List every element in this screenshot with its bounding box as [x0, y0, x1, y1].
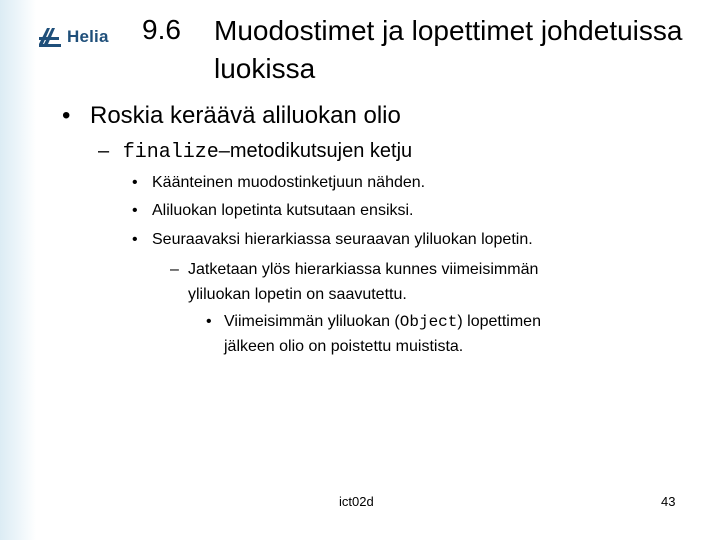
bullet-dot: •	[62, 102, 71, 129]
bullet-dot: •	[132, 231, 138, 248]
sub2-line1: Jatketaan ylös hierarkiassa kunnes viimeisimmän	[188, 261, 539, 278]
sub3-prefix: Viimeisimmän yliluokan (	[224, 313, 400, 330]
bullet-level1	[62, 100, 401, 132]
slide-number-title: 9.6	[142, 14, 181, 45]
helia-logo	[37, 24, 109, 50]
page-number: 43	[661, 494, 676, 509]
point-item	[132, 229, 138, 251]
bullet-dot: •	[132, 174, 138, 191]
point-text: Aliluokan lopetinta kutsutaan ensiksi.	[152, 202, 414, 219]
point-text: Seuraavaksi hierarkiassa seuraavan yliluokan lopetin.	[152, 231, 533, 248]
sub3-line2: jälkeen olio on poistettu muistista.	[224, 338, 464, 355]
point-text: Käänteinen muodostinketjuun nähden.	[152, 174, 426, 191]
logo-text: Helia	[67, 27, 109, 46]
sub-bullet-finalize	[98, 137, 412, 167]
helia-logo-icon	[37, 26, 63, 48]
sub-bullet-text: –metodikutsujen ketju	[218, 140, 413, 162]
bullet-text: Roskia keräävä aliluokan olio	[90, 102, 401, 129]
code-object: Object	[399, 313, 458, 331]
bullet-dot: •	[132, 202, 138, 219]
point-item	[132, 200, 138, 222]
dash-marker: –	[98, 140, 110, 162]
sub2-line2: yliluokan lopetin on saavutettu.	[188, 286, 407, 303]
point-item	[132, 172, 138, 194]
code-finalize: finalize	[122, 141, 219, 164]
footer-course-code: ict02d	[339, 494, 374, 509]
sub3-suffix: ) lopettimen	[457, 313, 541, 330]
slide-title: Muodostimet ja lopettimet johdetuissa luokissa	[214, 15, 683, 84]
sub3-line1	[224, 311, 541, 333]
bullet-dot: •	[206, 313, 212, 330]
dash-marker: –	[170, 261, 179, 278]
left-gradient-band	[0, 0, 36, 540]
